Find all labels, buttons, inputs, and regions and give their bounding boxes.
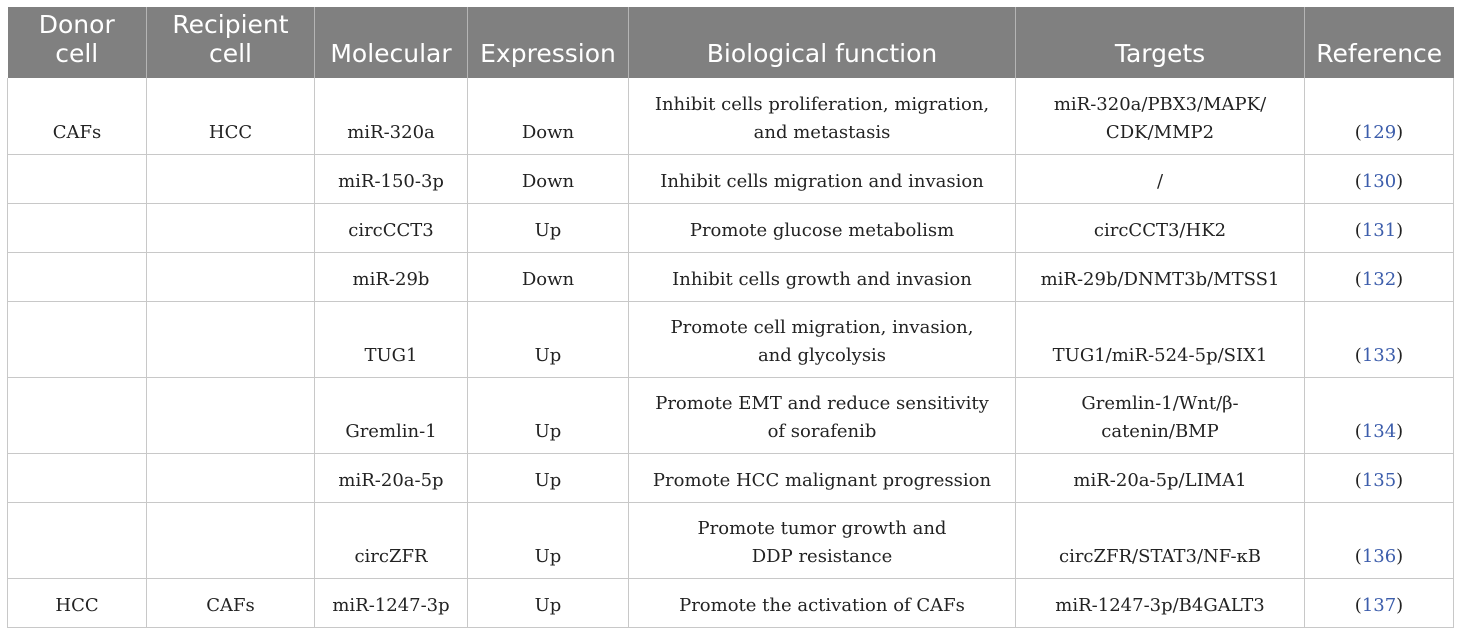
function-line: Inhibit cells migration and invasion: [660, 170, 984, 192]
ref-close-paren: ): [1396, 344, 1404, 366]
targets-line: circZFR/STAT3/NF-κB: [1058, 545, 1262, 567]
function-line: Inhibit cells proliferation, migration,: [654, 93, 990, 115]
donor-cell-value: CAFs: [8, 78, 147, 154]
molecular-value: miR-29b: [315, 252, 468, 301]
targets-line: catenin/BMP: [1101, 420, 1219, 442]
function-line: of sorafenib: [767, 420, 877, 442]
table-row: [8, 377, 1454, 453]
header-recipient-line-2: cell: [208, 39, 253, 68]
ref-open-paren: (: [1354, 268, 1362, 290]
reference-link[interactable]: 130: [1361, 170, 1397, 192]
targets-line: miR-20a-5p/LIMA1: [1073, 469, 1247, 491]
targets-line: CDK/MMP2: [1105, 121, 1215, 143]
reference-value: [1305, 502, 1454, 578]
recipient-cell-value: [147, 203, 315, 252]
function-line: Inhibit cells growth and invasion: [672, 268, 972, 290]
ref-open-paren: (: [1354, 545, 1362, 567]
function-line: Promote cell migration, invasion,: [670, 316, 974, 338]
header-recipient-cell: [147, 7, 315, 78]
biological-function-value: [629, 154, 1016, 203]
function-line: DDP resistance: [751, 545, 893, 567]
donor-cell-value: [8, 453, 147, 502]
molecular-value: miR-1247-3p: [315, 578, 468, 627]
table-body: [8, 78, 1454, 627]
reference-value: [1305, 203, 1454, 252]
reference-link[interactable]: 134: [1361, 420, 1397, 442]
reference-link[interactable]: 136: [1361, 545, 1397, 567]
ref-open-paren: (: [1354, 344, 1362, 366]
table-row: [8, 154, 1454, 203]
ref-close-paren: ): [1396, 420, 1404, 442]
reference-value: [1305, 377, 1454, 453]
targets-line: /: [1156, 170, 1164, 192]
reference-value: [1305, 578, 1454, 627]
targets-line: circCCT3/HK2: [1093, 219, 1227, 241]
function-line: Promote HCC malignant progression: [652, 469, 992, 491]
expression-value: Up: [468, 377, 629, 453]
table-container: [7, 7, 1453, 628]
targets-line: miR-320a/PBX3/MAPK/: [1053, 93, 1267, 115]
ref-open-paren: (: [1354, 420, 1362, 442]
header-biological-function: Biological function: [629, 7, 1016, 78]
recipient-cell-value: HCC: [147, 78, 315, 154]
molecular-value: miR-320a: [315, 78, 468, 154]
header-row: [8, 7, 1454, 78]
biological-function-value: [629, 453, 1016, 502]
expression-value: Up: [468, 301, 629, 377]
biological-function-value: [629, 578, 1016, 627]
biological-function-value: [629, 78, 1016, 154]
molecular-value: miR-150-3p: [315, 154, 468, 203]
function-line: and glycolysis: [757, 344, 887, 366]
expression-value: Down: [468, 252, 629, 301]
ref-close-paren: ): [1396, 268, 1404, 290]
recipient-cell-value: [147, 453, 315, 502]
recipient-cell-value: [147, 154, 315, 203]
targets-line: Gremlin-1/Wnt/β-: [1081, 392, 1239, 414]
reference-link[interactable]: 133: [1361, 344, 1397, 366]
targets-value: [1016, 252, 1305, 301]
expression-value: Up: [468, 502, 629, 578]
donor-cell-value: HCC: [8, 578, 147, 627]
molecular-value: Gremlin-1: [315, 377, 468, 453]
donor-cell-value: [8, 377, 147, 453]
header-reference: Reference: [1305, 7, 1454, 78]
header-expression: Expression: [468, 7, 629, 78]
header-molecular: Molecular: [315, 7, 468, 78]
reference-link[interactable]: 131: [1361, 219, 1397, 241]
header-recipient-line-1: Recipient: [172, 10, 289, 39]
function-line: Promote EMT and reduce sensitivity: [655, 392, 989, 414]
data-table: [7, 7, 1454, 628]
expression-value: Down: [468, 78, 629, 154]
function-line: Promote glucose metabolism: [689, 219, 955, 241]
recipient-cell-value: [147, 377, 315, 453]
reference-link[interactable]: 135: [1361, 469, 1397, 491]
recipient-cell-value: [147, 252, 315, 301]
molecular-value: circCCT3: [315, 203, 468, 252]
ref-close-paren: ): [1396, 545, 1404, 567]
ref-open-paren: (: [1354, 121, 1362, 143]
header-donor-cell: [8, 7, 147, 78]
expression-value: Down: [468, 154, 629, 203]
targets-value: [1016, 154, 1305, 203]
targets-value: [1016, 301, 1305, 377]
targets-value: [1016, 578, 1305, 627]
targets-line: TUG1/miR-524-5p/SIX1: [1052, 344, 1268, 366]
targets-value: [1016, 453, 1305, 502]
reference-value: [1305, 301, 1454, 377]
reference-value: [1305, 78, 1454, 154]
biological-function-value: [629, 377, 1016, 453]
donor-cell-value: [8, 252, 147, 301]
molecular-value: TUG1: [315, 301, 468, 377]
donor-cell-value: [8, 154, 147, 203]
reference-value: [1305, 252, 1454, 301]
header-donor-line-1: Donor: [38, 10, 115, 39]
targets-value: [1016, 377, 1305, 453]
table-row: [8, 502, 1454, 578]
ref-close-paren: ): [1396, 594, 1404, 616]
molecular-value: miR-20a-5p: [315, 453, 468, 502]
biological-function-value: [629, 301, 1016, 377]
function-line: Promote tumor growth and: [697, 517, 947, 539]
recipient-cell-value: [147, 502, 315, 578]
donor-cell-value: [8, 203, 147, 252]
reference-link[interactable]: 129: [1361, 121, 1397, 143]
reference-link[interactable]: 137: [1361, 594, 1397, 616]
recipient-cell-value: [147, 301, 315, 377]
ref-open-paren: (: [1354, 170, 1362, 192]
ref-open-paren: (: [1354, 594, 1362, 616]
table-row: [8, 203, 1454, 252]
expression-value: Up: [468, 453, 629, 502]
header-targets: Targets: [1016, 7, 1305, 78]
targets-value: [1016, 502, 1305, 578]
targets-value: [1016, 78, 1305, 154]
targets-value: [1016, 203, 1305, 252]
reference-value: [1305, 453, 1454, 502]
molecular-value: circZFR: [315, 502, 468, 578]
reference-link[interactable]: 132: [1361, 268, 1397, 290]
function-line: Promote the activation of CAFs: [679, 594, 965, 616]
header-donor-line-2: cell: [55, 39, 99, 68]
targets-line: miR-29b/DNMT3b/MTSS1: [1040, 268, 1280, 290]
expression-value: Up: [468, 203, 629, 252]
ref-close-paren: ): [1396, 121, 1404, 143]
reference-value: [1305, 154, 1454, 203]
biological-function-value: [629, 252, 1016, 301]
biological-function-value: [629, 203, 1016, 252]
expression-value: Up: [468, 578, 629, 627]
ref-close-paren: ): [1396, 170, 1404, 192]
recipient-cell-value: CAFs: [147, 578, 315, 627]
function-line: and metastasis: [753, 121, 891, 143]
ref-close-paren: ): [1396, 219, 1404, 241]
ref-open-paren: (: [1354, 469, 1362, 491]
table-row: [8, 453, 1454, 502]
donor-cell-value: [8, 502, 147, 578]
donor-cell-value: [8, 301, 147, 377]
biological-function-value: [629, 502, 1016, 578]
table-row: [8, 252, 1454, 301]
table-row: [8, 578, 1454, 627]
targets-line: miR-1247-3p/B4GALT3: [1055, 594, 1265, 616]
table-row: [8, 301, 1454, 377]
ref-close-paren: ): [1396, 469, 1404, 491]
ref-open-paren: (: [1354, 219, 1362, 241]
table-row: [8, 78, 1454, 154]
